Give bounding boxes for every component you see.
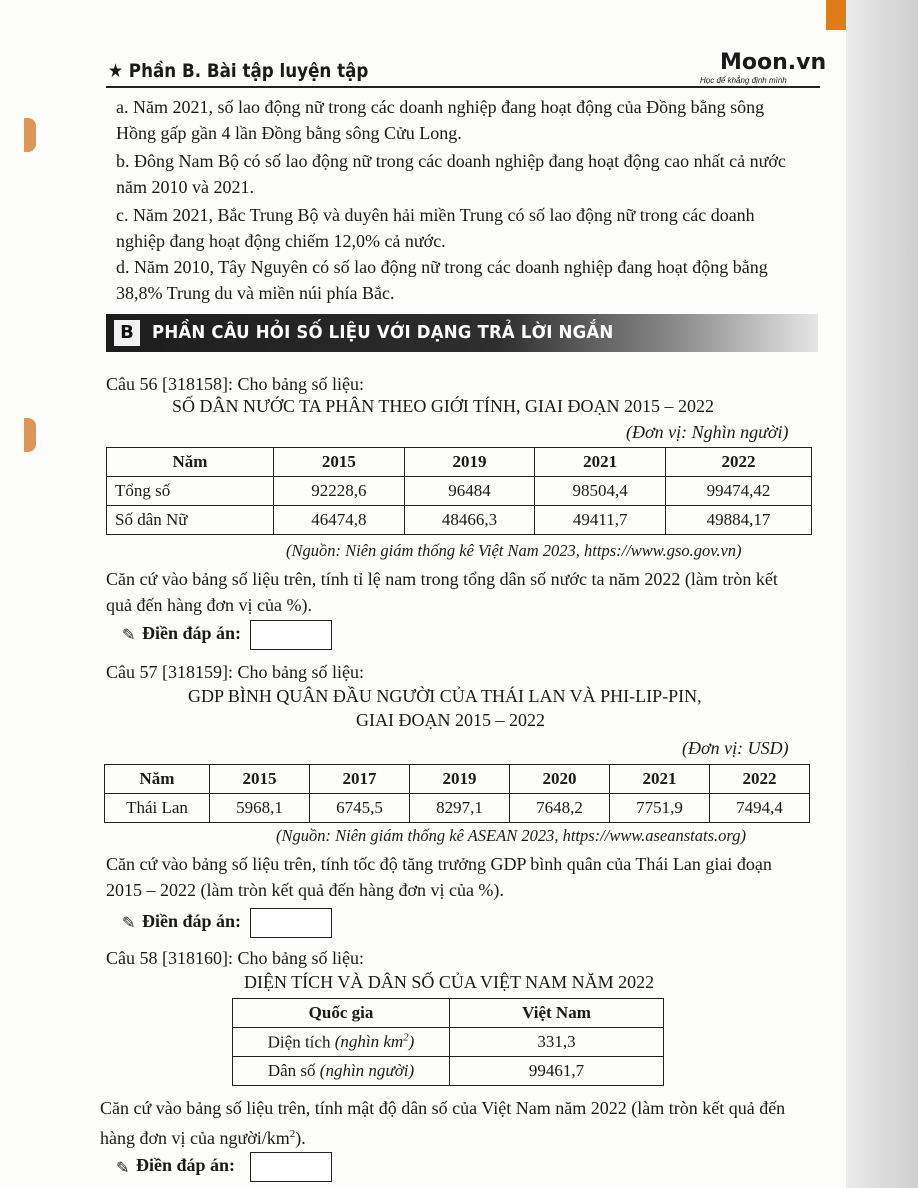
table-header-cell: 2019 bbox=[410, 765, 510, 794]
table-row bbox=[107, 477, 812, 506]
table-header-row bbox=[107, 448, 812, 477]
q57-table-title-line1: GDP BÌNH QUÂN ĐẦU NGƯỜI CỦA THÁI LAN VÀ PHI-LIP-PIN, bbox=[188, 686, 702, 706]
table-cell: 98504,4 bbox=[535, 477, 666, 506]
table-cell: 96484 bbox=[404, 477, 535, 506]
q56-source: (Nguồn: Niên giám thống kê Việt Nam 2023, https://www.gso.gov.vn) bbox=[286, 541, 742, 560]
q57-table bbox=[104, 764, 810, 823]
banner-letter: B bbox=[114, 320, 140, 346]
statement-c-line1: c. Năm 2021, Bắc Trung Bộ và duyên hải miền Trung có số lao động nữ trong các doanh bbox=[116, 205, 755, 225]
page-edge-shadow bbox=[846, 0, 918, 1188]
row-unit: (nghìn người) bbox=[319, 1061, 415, 1080]
logo-tagline: Học để khẳng định mình bbox=[700, 76, 787, 85]
q58-prompt: Câu 58 [318160]: Cho bảng số liệu: bbox=[106, 948, 364, 968]
table-header-cell: 2015 bbox=[210, 765, 310, 794]
table-cell: 48466,3 bbox=[404, 506, 535, 535]
table-cell: 331,3 bbox=[450, 1028, 664, 1057]
table-cell: Tổng số bbox=[107, 477, 274, 506]
table-cell bbox=[233, 1028, 450, 1057]
q57-answer-box[interactable] bbox=[250, 908, 332, 938]
q58-task-line2: hàng đơn vị của người/$km^2$). bbox=[100, 1128, 306, 1148]
pencil-icon: ✎ bbox=[116, 1160, 130, 1177]
q58-task-line1: Căn cứ vào bảng số liệu trên, tính mật độ dân số của Việt Nam năm 2022 (làm tròn kết quả đến bbox=[100, 1098, 786, 1118]
table-cell: 7751,9 bbox=[610, 794, 710, 823]
q57-task-line1: Căn cứ vào bảng số liệu trên, tính tốc độ tăng trưởng GDP bình quân của Thái Lan giai đoạn bbox=[106, 854, 772, 874]
table-header-cell: 2019 bbox=[404, 448, 535, 477]
table-header-cell: 2020 bbox=[510, 765, 610, 794]
table-header-cell: Quốc gia bbox=[233, 999, 450, 1028]
q58-answer-label: Điền đáp án: bbox=[136, 1155, 236, 1175]
q56-unit: (Đơn vị: Nghìn người) bbox=[626, 422, 789, 442]
table-header-cell: Việt Nam bbox=[450, 999, 664, 1028]
q57-task-line2: 2015 – 2022 (làm tròn kết quả đến hàng đơn vị của %). bbox=[106, 880, 504, 900]
q56-table-title: SỐ DÂN NƯỚC TA PHÂN THEO GIỚI TÍNH, GIAI ĐOẠN 2015 – 2022 bbox=[172, 396, 715, 416]
table-header-row bbox=[233, 999, 664, 1028]
banner-title: PHẦN CÂU HỎI SỐ LIỆU VỚI DẠNG TRẢ LỜI NGẮN bbox=[152, 322, 614, 343]
statement-d-line1: d. Năm 2010, Tây Nguyên có số lao động nữ trong các doanh nghiệp đang hoạt động bằng bbox=[116, 257, 768, 277]
q57-prompt: Câu 57 [318159]: Cho bảng số liệu: bbox=[106, 662, 364, 682]
statement-b-line1: b. Đông Nam Bộ có số lao động nữ trong các doanh nghiệp đang hoạt động cao nhất cả nước bbox=[116, 151, 786, 171]
q56-answer-box[interactable] bbox=[250, 620, 332, 650]
logo: Moon.vn bbox=[720, 50, 827, 75]
header-rule bbox=[106, 86, 820, 88]
section-header: ★ Phần B. Bài tập luyện tập bbox=[108, 60, 369, 82]
table-row bbox=[233, 1057, 664, 1086]
table-cell: 49884,17 bbox=[665, 506, 811, 535]
q57-source: (Nguồn: Niên giám thống kê ASEAN 2023, https://www.aseanstats.org) bbox=[276, 826, 746, 845]
page-edge-tab bbox=[826, 0, 846, 30]
binder-tab bbox=[24, 118, 36, 152]
table-header-cell: 2022 bbox=[710, 765, 810, 794]
q56-task-line1: Căn cứ vào bảng số liệu trên, tính tỉ lệ nam trong tổng dân số nước ta năm 2022 (làm tròn kết bbox=[106, 569, 778, 589]
table-row bbox=[233, 1028, 664, 1057]
section-banner bbox=[106, 314, 818, 352]
table-row bbox=[105, 794, 810, 823]
statement-d-line2: 38,8% Trung du và miền núi phía Bắc. bbox=[116, 283, 395, 303]
q56-prompt: Câu 56 [318158]: Cho bảng số liệu: bbox=[106, 374, 364, 394]
q58-table-title: DIỆN TÍCH VÀ DÂN SỐ CỦA VIỆT NAM NĂM 2022 bbox=[244, 972, 655, 992]
table-cell: Số dân Nữ bbox=[107, 506, 274, 535]
table-cell: 99461,7 bbox=[450, 1057, 664, 1086]
table-cell: 7494,4 bbox=[710, 794, 810, 823]
table-header-cell: Năm bbox=[107, 448, 274, 477]
table-row bbox=[107, 506, 812, 535]
table-header-cell: 2021 bbox=[535, 448, 666, 477]
table-cell: 49411,7 bbox=[535, 506, 666, 535]
pencil-icon: ✎ bbox=[122, 627, 136, 644]
table-header-cell: 2021 bbox=[610, 765, 710, 794]
q57-table-title-line2: GIAI ĐOẠN 2015 – 2022 bbox=[356, 710, 545, 730]
statement-c-line2: nghiệp đang hoạt động chiếm 12,0% cả nước. bbox=[116, 231, 446, 251]
statement-a-line2: Hồng gấp gần 4 lần Đồng bằng sông Cửu Long. bbox=[116, 123, 462, 143]
table-header-row bbox=[105, 765, 810, 794]
table-cell: 92228,6 bbox=[274, 477, 405, 506]
table-cell: Thái Lan bbox=[105, 794, 210, 823]
table-cell: 7648,2 bbox=[510, 794, 610, 823]
q57-unit: (Đơn vị: USD) bbox=[682, 738, 789, 758]
pencil-icon: ✎ bbox=[122, 915, 136, 932]
table-cell: 46474,8 bbox=[274, 506, 405, 535]
table-header-cell: 2022 bbox=[665, 448, 811, 477]
q57-answer-label: Điền đáp án: bbox=[142, 911, 242, 931]
row-unit: (nghìn $km^2$) bbox=[334, 1031, 415, 1052]
table-header-cell: 2017 bbox=[310, 765, 410, 794]
table-header-cell: Năm bbox=[105, 765, 210, 794]
row-label: Diện tích bbox=[267, 1032, 331, 1052]
q56-table bbox=[106, 447, 812, 535]
statement-a-line1: a. Năm 2021, số lao động nữ trong các doanh nghiệp đang hoạt động của Đồng bằng sông bbox=[116, 97, 765, 117]
table-cell: 8297,1 bbox=[410, 794, 510, 823]
q58-answer-box[interactable] bbox=[250, 1152, 332, 1182]
table-header-cell: 2015 bbox=[274, 448, 405, 477]
q56-answer-label: Điền đáp án: bbox=[142, 623, 242, 643]
q56-task-line2: quả đến hàng đơn vị của %). bbox=[106, 595, 312, 615]
table-cell: 99474,42 bbox=[665, 477, 811, 506]
table-cell bbox=[233, 1057, 450, 1086]
binder-tab bbox=[24, 418, 36, 452]
table-cell: 6745,5 bbox=[310, 794, 410, 823]
table-cell: 5968,1 bbox=[210, 794, 310, 823]
q58-table bbox=[232, 998, 664, 1086]
row-label: Dân số bbox=[267, 1061, 316, 1080]
statement-b-line2: năm 2010 và 2021. bbox=[116, 177, 254, 197]
